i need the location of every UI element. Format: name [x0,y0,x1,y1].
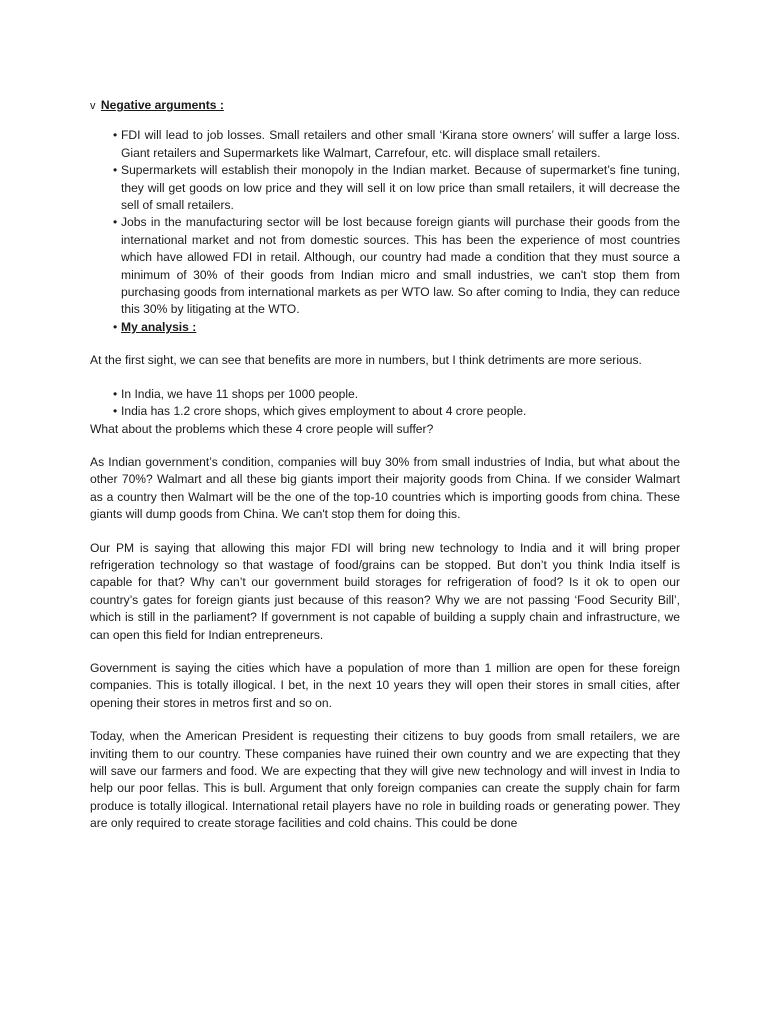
paragraph-pm-saying: Our PM is saying that allowing this major FDI will bring new technology to India and it will bring proper refrigeration technology so that wastage of food/grains can be stopped. But don’t you think India itself is capable for that? Why can’t our government build storages for refrigeration of food? Is it ok to open our country’s gates for foreign giants just because of this reason? Why we are not passing ‘Food Security Bill’, which is still in the parliament? If government is not capable of building a supply chain and infrastructure, we can open this field for Indian entrepreneurs. [90,540,680,642]
document-page [90,97,680,849]
heading-marker: v [90,100,96,112]
my-analysis-heading [90,319,680,336]
paragraph-cities: Government is saying the cities which have a population of more than 1 million are open for these foreign companies. This is totally illogical. I bet, in the next 10 years they will open their stores in small cities, after opening their stores in metros first and so on. [90,660,680,710]
paragraph-govt-condition: As Indian government’s condition, companies will buy 30% from small industries of India, but what about the other 70%? Walmart and all these big giants import their majority goods from China. If we consider Walmart as a country then Walmart will be the one of the top-10 countries which is importing goods from china. These giants will dump goods from China. We can't stop them for doing this. [90,454,680,522]
list-item: • FDI will lead to job losses. Small retailers and other small ‘Kirana store owners’ will suffer a large loss. Giant retailers and Supermarkets like Walmart, Carrefour, etc. will displace small retailers. [90,127,680,162]
paragraph-american-president: Today, when the American President is requesting their citizens to buy goods from small retailers, we are inviting them to our country. These companies have ruined their own country and we are expecting that they will save our farmers and food. We are expecting that they will give new technology and will invest in India to help our poor fellas. This is bull. Argument that only foreign companies can create the supply chain for farm produce is totally illogical. International retail players have no role in building roads or generating power. They are only required to create storage facilities and cold chains. This could be done [90,729,680,831]
paragraph-first-sight: At the first sight, we can see that benefits are more in numbers, but I think detriments are more serious. [90,353,642,368]
negative-arguments-list [90,127,680,318]
stats-list [90,386,680,421]
negative-arguments-heading [90,97,680,115]
list-item: • Supermarkets will establish their monopoly in the Indian market. Because of supermarket’s fine tuning, they will get goods on low price and they will sell it on low price than small retailers, it will decrease the sell of small retailers. [90,162,680,214]
paragraph-problems-question: What about the problems which these 4 crore people will suffer? [90,421,434,436]
list-item: • In India, we have 11 shops per 1000 people. [90,386,680,403]
negative-arguments-title: Negative arguments : [100,98,224,112]
list-item: • Jobs in the manufacturing sector will be lost because foreign giants will purchase their goods from the international market and not from domestic sources. This has been the experience of most countries which have allowed FDI in retail. Although, our country had made a condition that they must source a minimum of 30% of their goods from Indian micro and small industries, we can't stop them from purchasing goods from international markets as per WTO law. So after coming to India, they can reduce this 30% by litigating at the WTO. [90,214,680,318]
list-item: • India has 1.2 crore shops, which gives employment to about 4 crore people. [90,403,680,420]
my-analysis-title: My analysis : [121,319,197,334]
